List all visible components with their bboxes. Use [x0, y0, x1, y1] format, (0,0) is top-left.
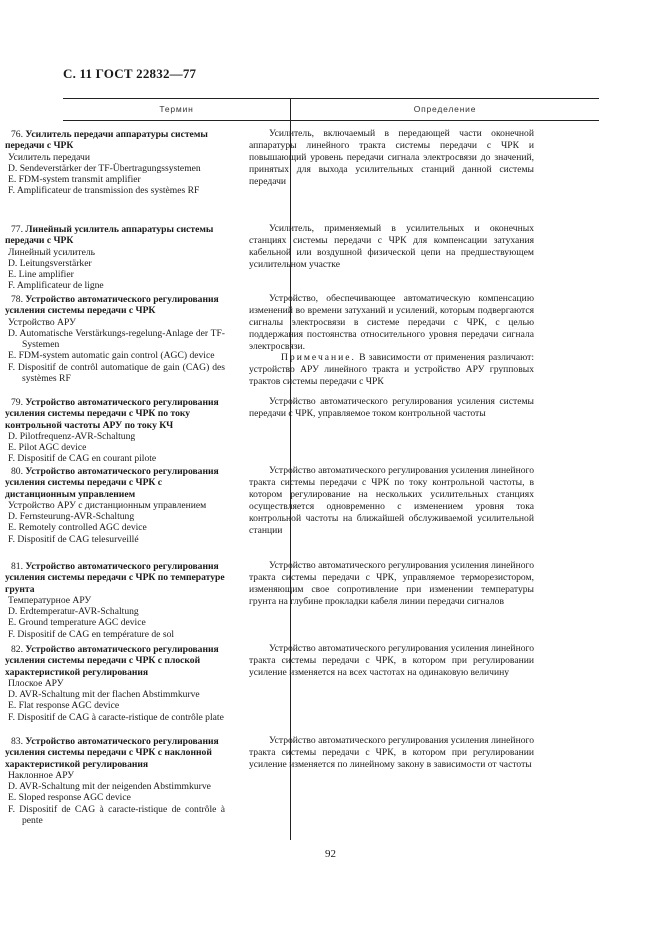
foreign-term-en: E. Ground temperature AGC device: [8, 617, 146, 629]
definition-text: Усилитель, применяемый в усилительных и оконечных станциях системы передачи с ЧРК для компенсации затухания кабельной или воздушной физической цепи на предшествующем усилительном участке: [249, 223, 534, 270]
definition-text: Усилитель, включаемый в передающей части оконечной аппаратуры линейного тракта системы передачи с ЧРК и повышающий уровень передачи сигнала электросвязи до значений, принятых для выхода усилительных станций данной системы передачи: [249, 128, 534, 187]
table-top-rule: [63, 98, 599, 99]
foreign-term-de: D. Erdtemperatur-AVR-Schaltung: [8, 606, 139, 618]
foreign-term-fr: F. Amplificateur de ligne: [8, 280, 104, 292]
page-header: С. 11 ГОСТ 22832—77: [63, 66, 197, 81]
term-title: Устройство автоматического регулирования усиления системы передачи с ЧРК с наклонной характеристикой регулирования: [5, 736, 219, 770]
definition-82: [249, 643, 534, 679]
term-title: Устройство автоматического регулирования усиления системы передачи с ЧРК по току контрольной частоты АРУ по току КЧ: [5, 397, 219, 431]
foreign-term-fr: F. Dispositif de CAG en courant pilote: [8, 453, 157, 465]
term-entry-82: [3, 644, 225, 723]
term-title: Линейный усилитель аппаратуры системы передачи с ЧРК: [5, 224, 214, 247]
term-synonym: Температурное АРУ: [8, 594, 92, 606]
term-number: 79.: [11, 397, 23, 408]
definition-78-note: [249, 352, 534, 388]
column-header-term: Термин: [159, 104, 194, 114]
definition-78: [249, 293, 534, 353]
foreign-term-en: E. Line amplifier: [8, 269, 74, 281]
foreign-term-de: D. Leitungsverstärker: [8, 257, 92, 269]
term-synonym: Устройство АРУ с дистанционным управлением: [8, 499, 207, 511]
term-number: 77.: [11, 224, 23, 235]
foreign-term-en: E. FDM-system automatic gain control (AGC) device: [8, 350, 215, 362]
definition-text: Устройство автоматического регулирования усиления линейного тракта системы передачи с ЧРК, в котором при регулировании усиление изменяется по линейному закону в зависимости от частоты: [249, 735, 534, 770]
term-entry-78: [3, 294, 225, 384]
note-text: В зависимости от применения различают: устройство АРУ линейного тракта и устройство АРУ групповых трактов системы передачи с ЧРК: [249, 352, 534, 387]
term-entry-76: [3, 129, 225, 197]
term-number: 80.: [11, 466, 23, 477]
foreign-term-fr: F. Dispositif de contrôl automatique de gain (CAG) des systèmes RF: [8, 361, 225, 385]
column-header-definition: Определение: [413, 104, 477, 114]
note-label: Примечание.: [281, 352, 356, 363]
term-entry-83: [3, 736, 225, 826]
foreign-term-fr: F. Dispositif de CAG telesurveillé: [8, 533, 139, 545]
term-synonym: Плоское АРУ: [8, 677, 64, 689]
term-title: Усилитель передачи аппаратуры системы передачи с ЧРК: [5, 129, 208, 152]
term-number: 78.: [11, 294, 23, 305]
foreign-term-en: E. Remotely controlled AGC device: [8, 522, 147, 534]
term-number: 82.: [11, 644, 23, 655]
foreign-term-de: D. AVR-Schaltung mit der flachen Abstimmkurve: [8, 689, 200, 701]
foreign-term-fr: F. Dispositif de CAG en température de sol: [8, 628, 175, 640]
foreign-term-de: D. Automatische Verstärkungs-regelung-Anlage der TF-Systemen: [8, 327, 225, 351]
foreign-term-de: D. Sendeverstärker der TF-Übertragungssystemen: [8, 162, 201, 174]
term-entry-80: [3, 466, 225, 545]
foreign-term-en: E. Flat response AGC device: [8, 700, 120, 712]
definition-text: Устройство, обеспечивающее автоматическую компенсацию изменений во времени затуханий и усилений, которым подвергаются сигналы электросвязи в системе передачи с ЧРК, с целью поддержания постоянства относительного уровня передачи сигнала электросвязи.: [249, 293, 534, 352]
term-number: 81.: [11, 561, 23, 572]
foreign-term-fr: F. Dispositif de CAG à caracte-ristique de contrôle plate: [8, 711, 224, 723]
definition-text: Устройство автоматического регулирования усиления линейного тракта системы передачи с ЧРК по току контрольной частоты, в котором регулирование на нескольких усилительных станциях осуществляется одновременно с изменением уровня тока контрольной частоты на ближайшей обслуживаемой усилительной станции: [249, 465, 534, 536]
term-title: Устройство автоматического регулирования усиления системы передачи с ЧРК с дистанционным управлением: [5, 466, 219, 500]
definition-80: [249, 465, 534, 536]
term-synonym: Наклонное АРУ: [8, 769, 75, 781]
foreign-term-fr: F. Amplificateur de transmission des systèmes RF: [8, 185, 200, 197]
table-header-rule: [63, 120, 599, 121]
definition-text: Устройство автоматического регулирования усиления линейного тракта системы передачи с ЧРК, управляемое терморезистором, изменяющим свое сопротивление при изменении температуры грунта на глубине прокладки кабеля линии передачи сигналов: [249, 560, 534, 607]
definition-text: Устройство автоматического регулирования усиления системы передачи с ЧРК, управляемое током контрольной частоты: [249, 396, 534, 419]
foreign-term-de: D. Pilotfrequenz-AVR-Schaltung: [8, 430, 136, 442]
term-synonym: Линейный усилитель: [8, 246, 96, 258]
definition-81: [249, 560, 534, 608]
term-number: 83.: [11, 736, 23, 747]
term-entry-79: [3, 397, 225, 465]
foreign-term-fr: F. Dispositif de CAG à caracte-ristique de contrôle à pente: [8, 803, 225, 827]
foreign-term-en: E. Pilot AGC device: [8, 442, 87, 454]
term-synonym: Устройство АРУ: [8, 316, 76, 328]
definition-83: [249, 735, 534, 771]
foreign-term-en: E. FDM-system transmit amplifier: [8, 174, 141, 186]
definition-79: [249, 396, 534, 420]
term-entry-81: [3, 561, 225, 640]
definition-77: [249, 223, 534, 271]
term-entry-77: [3, 224, 225, 292]
foreign-term-de: D. AVR-Schaltung mit der neigenden Abstimmkurve: [8, 781, 211, 793]
term-title: Устройство автоматического регулирования усиления системы передачи с ЧРК по температуре грунта: [5, 561, 225, 595]
foreign-term-de: D. Fernsteurung-AVR-Schaltung: [8, 511, 135, 523]
term-title: Устройство автоматического регулирования усиления системы передачи с ЧРК: [5, 294, 219, 317]
definition-76: [249, 128, 534, 188]
term-number: 76.: [11, 129, 23, 140]
definition-text: Устройство автоматического регулирования усиления линейного тракта системы передачи с ЧРК, в котором при регулировании усиление изменяется на всех частотах на одинаковую величину: [249, 643, 534, 678]
page-number: 92: [325, 848, 336, 860]
foreign-term-en: E. Sloped response AGC device: [8, 792, 131, 804]
term-title: Устройство автоматического регулирования усиления системы передачи с ЧРК с плоской характеристикой регулирования: [5, 644, 219, 678]
term-synonym: Усилитель передачи: [8, 151, 91, 163]
